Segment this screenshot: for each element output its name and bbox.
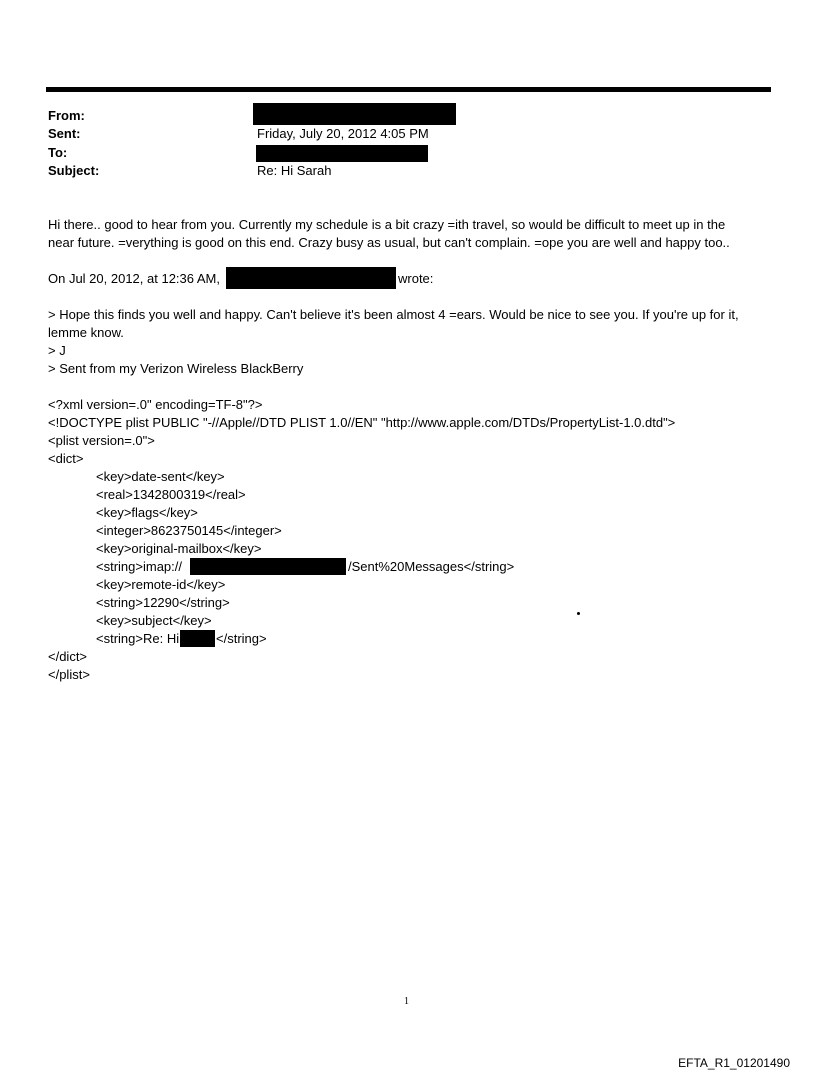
- quoted-line: > Sent from my Verizon Wireless BlackBerry: [48, 361, 304, 376]
- dict-line: <key>date-sent</key>: [96, 469, 225, 484]
- from-label: From:: [48, 108, 85, 123]
- xml-line: <plist version=.0">: [48, 433, 155, 448]
- to-label: To:: [48, 145, 68, 160]
- from-redaction: [253, 103, 456, 125]
- subject-value: Re: Hi Sarah: [257, 163, 332, 178]
- quoted-line: lemme know.: [48, 325, 124, 340]
- dict-line: <key>remote-id</key>: [96, 577, 226, 592]
- quote-intro-before: On Jul 20, 2012, at 12:36 AM,: [48, 271, 221, 286]
- imap-before: <string>imap://: [96, 559, 182, 574]
- xml-line: <dict>: [48, 451, 84, 466]
- to-redaction: [256, 145, 428, 162]
- subject-label: Subject:: [48, 163, 100, 178]
- quoted-line: > Hope this finds you well and happy. Can't believe it's been almost 4 =ears. Would be nice to see you. If you're up for it,: [48, 307, 739, 322]
- sent-label: Sent:: [48, 126, 81, 141]
- quote-intro: [48, 270, 220, 288]
- xml-closing: </dict>: [48, 649, 88, 664]
- dict-line: <key>original-mailbox</key>: [96, 541, 262, 556]
- dict-line: <integer>8623750145</integer>: [96, 523, 282, 538]
- dict-line: <key>flags</key>: [96, 505, 198, 520]
- imap-after: /Sent%20Messages</string>: [348, 559, 515, 574]
- sender-redaction: [226, 267, 396, 289]
- subject-string-before: <string>Re: Hi: [96, 631, 180, 646]
- xml-line: <?xml version=.0" encoding=TF-8"?>: [48, 397, 263, 412]
- quoted-line: > J: [48, 343, 66, 358]
- header-rule: [46, 87, 771, 92]
- quote-intro-after: wrote:: [398, 271, 434, 286]
- sent-value: Friday, July 20, 2012 4:05 PM: [257, 126, 429, 141]
- body-line: near future. =verything is good on this end. Crazy busy as usual, but can't complain. =ope you are well and happy too..: [48, 235, 730, 250]
- dict-line: <key>subject</key>: [96, 613, 212, 628]
- dict-line: <string>12290</string>: [96, 595, 230, 610]
- subject-redaction: [180, 630, 215, 647]
- stray-dot: [577, 612, 580, 615]
- xml-closing: </plist>: [48, 667, 90, 682]
- page-number: 1: [404, 996, 409, 1007]
- document-id: EFTA_R1_01201490: [678, 1056, 790, 1070]
- body-line: Hi there.. good to hear from you. Currently my schedule is a bit crazy =ith travel, so would be difficult to meet up in the: [48, 217, 726, 232]
- xml-line: <!DOCTYPE plist PUBLIC "-//Apple//DTD PLIST 1.0//EN" "http://www.apple.com/DTDs/PropertyList-1.0.dtd">: [48, 415, 676, 430]
- dict-line: <real>1342800319</real>: [96, 487, 246, 502]
- imap-redaction: [190, 558, 346, 575]
- subject-string-after: </string>: [216, 631, 267, 646]
